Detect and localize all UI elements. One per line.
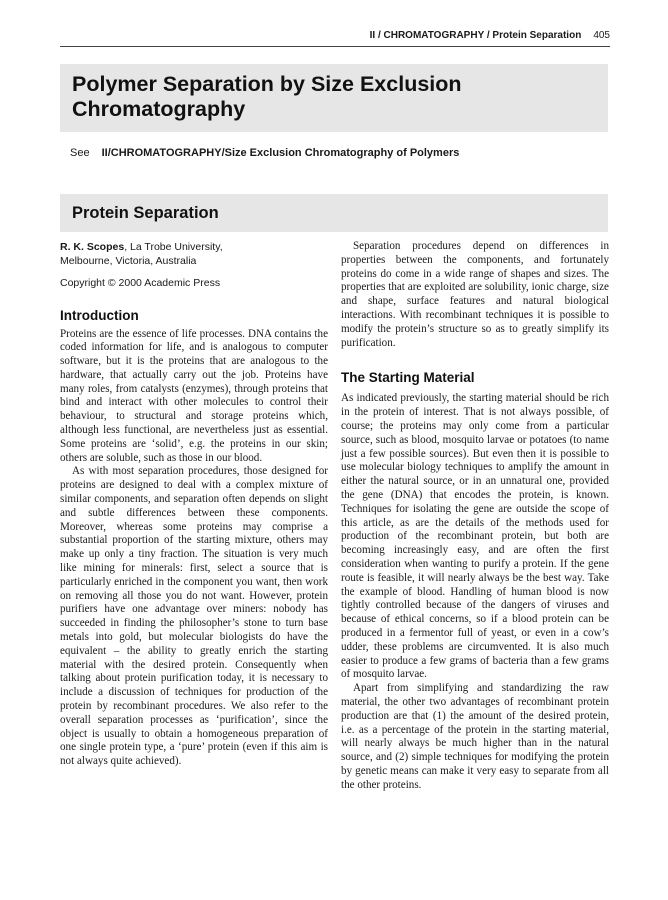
article-title: Polymer Separation by Size Exclusion Chromatography: [72, 72, 462, 121]
running-header: [60, 30, 610, 44]
right-column: [341, 240, 609, 792]
article-title-box: [60, 64, 608, 132]
intro-paragraph-3: Separation procedures depend on differences in properties between the components, and fortunately proteins do come in a wide range of shapes and sizes. The properties that are exploited are solubility, ionic charge, size and shape, surface features and natural biological interactions. With recombinant techniques it is possible to modify the protein’s structure so as to greatly simplify its purification.: [341, 240, 609, 349]
author-name: R. K. Scopes: [60, 241, 125, 253]
intro-paragraph-2: As with most separation procedures, those designed for proteins are designed to deal with a complex mixture of similar components, and separation often depends on slight and subtle differences between these components. Moreover, whereas some proteins may comprise a substantial proportion of the starting mixture, others may make up only a tiny fraction. The situation is very much like mining for minerals: first, select a source that is particularly enriched in the component you want, then work on removing all those you do not want. However, protein purifiers have one advantage over miners: nobody has succeeded in finding the philosopher’s stone to turn base metals into gold, but molecular biologists do have the equivalent – the ability to greatly enrich the starting material with the desired protein. Consequently when talking about protein purification today, it is necessary to include a discussion of techniques for production of the protein by recombinant procedures. We also refer to the overall separation processes as ‘purification’, since the object is usually to obtain a homogeneous preparation of one single protein type, a ‘pure’ protein (even if this aim is not always quite achieved).: [60, 465, 328, 768]
starting-material-paragraph-1: As indicated previously, the starting material should be rich in the protein of interest. That is not always possible, of course; the proteins may only come from a particular source, such as blood, mosquito larvae or potatoes (to name just a few possible sources). But even then it is possible to use molecular biology techniques to amplify the amount in either the natural source, or in an unnatural one, provided the gene (DNA) that encodes the protein, is known. Techniques for isolating the gene are outside the scope of this article, as are the details of the methods used for production of the recombinant protein, but both are becoming increasingly easy, and are often the first consideration when wanting to purify a protein. If the gene route is feasible, it will nearly always be the best way. Take the example of blood. Handling of human blood is now tightly controlled because of the dangers of viruses and because of ethical concerns, so if a blood protein can be produced in a fermentor full of yeast, or even in a cow’s udder, these problems are circumvented. It is also much easier to produce a few grams of bacteria than a few grams of mosquito larvae.: [341, 392, 609, 681]
see-reference-link[interactable]: II/CHROMATOGRAPHY/Size Exclusion Chromatography of Polymers: [101, 147, 460, 159]
section-title: Protein Separation: [72, 204, 219, 222]
left-column: [60, 241, 328, 769]
copyright-line: Copyright © 2000 Academic Press: [60, 277, 221, 289]
running-title: II / CHROMATOGRAPHY / Protein Separation: [369, 30, 582, 41]
section-title-box: [60, 194, 608, 232]
see-also: [70, 147, 459, 159]
author-block: [60, 241, 328, 268]
introduction-heading: Introduction: [60, 307, 139, 323]
page-number: 405: [593, 30, 610, 41]
starting-material-heading: The Starting Material: [341, 370, 475, 386]
starting-material-paragraph-2: Apart from simplifying and standardizing the raw material, the other two advantages of recombinant protein production are that (1) the amount of the desired protein, i.e. as a percentage of the protein in the starting material, will nearly always be much higher than in the natural source, and (2) simple techniques for modifying the protein by genetic means can make it very easy to separate from all the other proteins.: [341, 682, 609, 791]
header-rule: [60, 46, 610, 47]
author-affiliation: , La Trobe University,: [124, 241, 223, 253]
see-label: See: [70, 147, 90, 159]
author-location: Melbourne, Victoria, Australia: [60, 254, 197, 267]
intro-paragraph-1: Proteins are the essence of life processes. DNA contains the coded information for life, and is analogous to computer software, but it is the proteins that are analogous to the hardware, that actually carry out the job. Proteins have many roles, from catalysts (enzymes), through proteins that bind and interact with other molecules to control their behaviour, to structural and storage proteins which, although less functional, are nevertheless just as essential. Some proteins are ‘solid’, e.g. the proteins in our skin; others are soluble, such as those in our blood.: [60, 327, 328, 464]
